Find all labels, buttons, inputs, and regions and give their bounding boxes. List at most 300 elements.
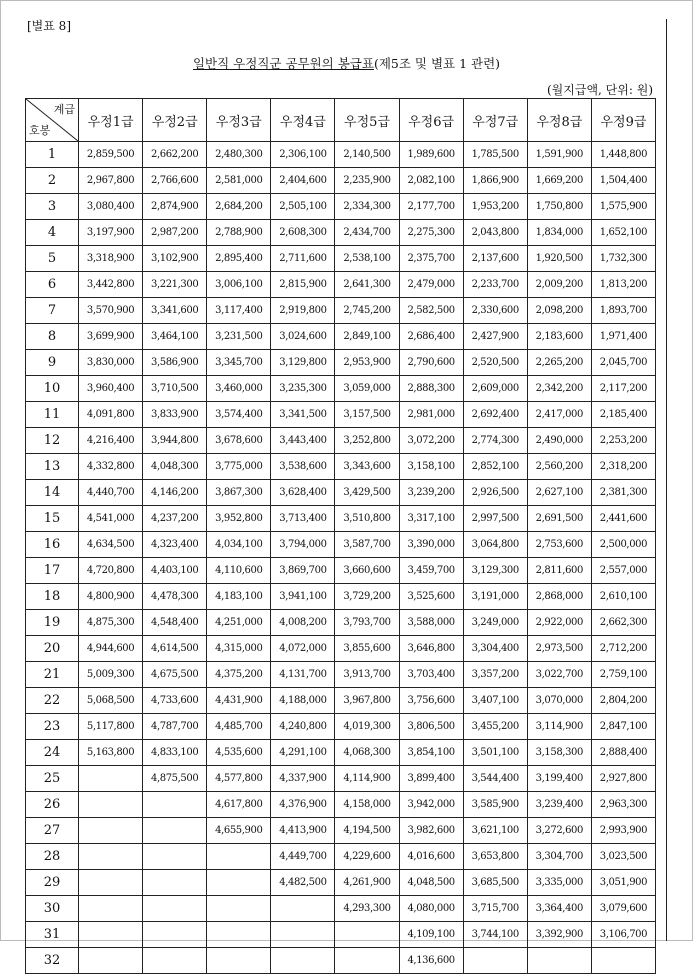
- step-cell: 13: [26, 454, 79, 480]
- step-cell: 1: [26, 142, 79, 168]
- salary-cell: 4,315,000: [207, 636, 271, 662]
- salary-cell: 2,926,500: [463, 480, 527, 506]
- salary-cell: 2,692,400: [463, 402, 527, 428]
- salary-cell: [207, 948, 271, 974]
- salary-cell: [79, 818, 143, 844]
- title-suffix: (제5조 및 별표 1 관련): [373, 56, 501, 71]
- table-row: [26, 662, 656, 688]
- salary-cell: 3,443,400: [271, 428, 335, 454]
- table-row: [26, 376, 656, 402]
- salary-cell: 1,953,200: [463, 194, 527, 220]
- salary-cell: 2,253,200: [591, 428, 655, 454]
- salary-cell: 2,404,600: [271, 168, 335, 194]
- salary-cell: 3,239,200: [399, 480, 463, 506]
- salary-cell: 3,570,900: [79, 298, 143, 324]
- salary-cell: [143, 948, 207, 974]
- salary-cell: 4,337,900: [271, 766, 335, 792]
- salary-cell: 3,729,200: [335, 584, 399, 610]
- step-cell: 16: [26, 532, 79, 558]
- salary-cell: 4,548,400: [143, 610, 207, 636]
- salary-cell: 2,662,200: [143, 142, 207, 168]
- step-cell: 6: [26, 272, 79, 298]
- salary-cell: 2,318,200: [591, 454, 655, 480]
- salary-cell: 4,291,100: [271, 740, 335, 766]
- salary-cell: 2,375,700: [399, 246, 463, 272]
- header-row: [26, 99, 656, 142]
- salary-cell: 4,875,300: [79, 610, 143, 636]
- salary-cell: [335, 922, 399, 948]
- table-row: [26, 532, 656, 558]
- salary-cell: 4,541,000: [79, 506, 143, 532]
- salary-cell: 2,927,800: [591, 766, 655, 792]
- salary-cell: 2,082,100: [399, 168, 463, 194]
- table-row: [26, 350, 656, 376]
- step-cell: 11: [26, 402, 79, 428]
- salary-cell: 1,591,900: [527, 142, 591, 168]
- salary-cell: 1,971,400: [591, 324, 655, 350]
- salary-cell: 3,867,300: [207, 480, 271, 506]
- salary-cell: 2,608,300: [271, 220, 335, 246]
- step-cell: 19: [26, 610, 79, 636]
- salary-cell: 3,685,500: [463, 870, 527, 896]
- salary-cell: 2,265,200: [527, 350, 591, 376]
- salary-cell: 4,237,200: [143, 506, 207, 532]
- salary-cell: 4,158,000: [335, 792, 399, 818]
- table-row: [26, 688, 656, 714]
- salary-cell: 4,535,600: [207, 740, 271, 766]
- salary-cell: 3,252,800: [335, 428, 399, 454]
- salary-cell: [79, 844, 143, 870]
- salary-cell: [143, 922, 207, 948]
- salary-cell: 4,048,300: [143, 454, 207, 480]
- salary-cell: 3,272,600: [527, 818, 591, 844]
- salary-cell: 2,973,500: [527, 636, 591, 662]
- salary-cell: 3,744,100: [463, 922, 527, 948]
- salary-cell: [79, 766, 143, 792]
- right-margin-line: [666, 19, 667, 941]
- salary-cell: 3,318,900: [79, 246, 143, 272]
- salary-cell: [463, 948, 527, 974]
- salary-cell: 4,482,500: [271, 870, 335, 896]
- salary-cell: 2,581,000: [207, 168, 271, 194]
- table-row: [26, 194, 656, 220]
- step-cell: 26: [26, 792, 79, 818]
- table-row: [26, 272, 656, 298]
- step-cell: 17: [26, 558, 79, 584]
- salary-cell: 3,157,500: [335, 402, 399, 428]
- salary-cell: 4,413,900: [271, 818, 335, 844]
- salary-cell: 1,920,500: [527, 246, 591, 272]
- salary-cell: 3,429,500: [335, 480, 399, 506]
- salary-cell: 2,641,300: [335, 272, 399, 298]
- step-cell: 21: [26, 662, 79, 688]
- step-cell: 2: [26, 168, 79, 194]
- salary-cell: 3,059,000: [335, 376, 399, 402]
- salary-cell: [271, 896, 335, 922]
- salary-cell: 2,766,600: [143, 168, 207, 194]
- salary-cell: 4,229,600: [335, 844, 399, 870]
- salary-cell: 2,500,000: [591, 532, 655, 558]
- salary-cell: 2,691,500: [527, 506, 591, 532]
- salary-cell: 2,538,100: [335, 246, 399, 272]
- salary-cell: 3,967,800: [335, 688, 399, 714]
- salary-cell: 4,131,700: [271, 662, 335, 688]
- salary-cell: 2,610,100: [591, 584, 655, 610]
- salary-cell: 3,191,000: [463, 584, 527, 610]
- salary-cell: 1,813,200: [591, 272, 655, 298]
- grade-header: 우정4급: [271, 99, 335, 142]
- step-cell: 20: [26, 636, 79, 662]
- salary-cell: 2,684,200: [207, 194, 271, 220]
- step-cell: 10: [26, 376, 79, 402]
- step-cell: 30: [26, 896, 79, 922]
- table-row: [26, 870, 656, 896]
- salary-cell: 3,574,400: [207, 402, 271, 428]
- salary-cell: 4,720,800: [79, 558, 143, 584]
- table-row: [26, 142, 656, 168]
- salary-cell: 1,893,700: [591, 298, 655, 324]
- salary-cell: [527, 948, 591, 974]
- salary-cell: 4,614,500: [143, 636, 207, 662]
- pay-table: [25, 98, 656, 974]
- salary-cell: 3,407,100: [463, 688, 527, 714]
- salary-cell: [79, 922, 143, 948]
- salary-cell: 3,806,500: [399, 714, 463, 740]
- table-row: [26, 168, 656, 194]
- salary-cell: 2,009,200: [527, 272, 591, 298]
- salary-cell: 4,261,900: [335, 870, 399, 896]
- step-cell: 24: [26, 740, 79, 766]
- salary-cell: 1,785,500: [463, 142, 527, 168]
- salary-cell: 2,434,700: [335, 220, 399, 246]
- salary-cell: 4,114,900: [335, 766, 399, 792]
- salary-cell: 3,106,700: [591, 922, 655, 948]
- salary-cell: 2,888,400: [591, 740, 655, 766]
- table-row: [26, 792, 656, 818]
- salary-cell: 2,774,300: [463, 428, 527, 454]
- salary-cell: 3,022,700: [527, 662, 591, 688]
- salary-cell: 2,185,400: [591, 402, 655, 428]
- table-row: [26, 584, 656, 610]
- grade-header: 우정6급: [399, 99, 463, 142]
- salary-cell: 4,109,100: [399, 922, 463, 948]
- salary-cell: 3,129,300: [463, 558, 527, 584]
- salary-cell: 2,306,100: [271, 142, 335, 168]
- salary-cell: 3,942,000: [399, 792, 463, 818]
- salary-cell: 2,745,200: [335, 298, 399, 324]
- document-title: [0, 54, 693, 72]
- table-row: [26, 298, 656, 324]
- salary-cell: 3,653,800: [463, 844, 527, 870]
- salary-cell: 2,480,300: [207, 142, 271, 168]
- salary-cell: 2,919,800: [271, 298, 335, 324]
- salary-cell: 4,431,900: [207, 688, 271, 714]
- step-cell: 25: [26, 766, 79, 792]
- salary-cell: 2,381,300: [591, 480, 655, 506]
- salary-cell: 2,117,200: [591, 376, 655, 402]
- salary-cell: 2,788,900: [207, 220, 271, 246]
- salary-cell: 3,944,800: [143, 428, 207, 454]
- salary-cell: 3,913,700: [335, 662, 399, 688]
- salary-cell: 2,627,100: [527, 480, 591, 506]
- salary-cell: 2,441,600: [591, 506, 655, 532]
- salary-cell: 2,711,600: [271, 246, 335, 272]
- salary-cell: 3,239,400: [527, 792, 591, 818]
- salary-cell: 1,989,600: [399, 142, 463, 168]
- salary-cell: 3,070,000: [527, 688, 591, 714]
- salary-cell: 1,448,800: [591, 142, 655, 168]
- salary-cell: 1,834,000: [527, 220, 591, 246]
- step-cell: 29: [26, 870, 79, 896]
- salary-cell: 3,952,800: [207, 506, 271, 532]
- table-row: [26, 506, 656, 532]
- salary-cell: 4,072,000: [271, 636, 335, 662]
- salary-cell: 2,043,800: [463, 220, 527, 246]
- salary-cell: 2,981,000: [399, 402, 463, 428]
- salary-cell: [79, 896, 143, 922]
- salary-cell: 2,849,100: [335, 324, 399, 350]
- salary-cell: 3,699,900: [79, 324, 143, 350]
- salary-cell: 2,140,500: [335, 142, 399, 168]
- salary-cell: [591, 948, 655, 974]
- step-cell: 4: [26, 220, 79, 246]
- salary-cell: 3,051,900: [591, 870, 655, 896]
- salary-cell: 2,560,200: [527, 454, 591, 480]
- table-row: [26, 428, 656, 454]
- salary-cell: 2,662,300: [591, 610, 655, 636]
- salary-cell: 2,582,500: [399, 298, 463, 324]
- salary-cell: 5,163,800: [79, 740, 143, 766]
- salary-cell: 3,357,200: [463, 662, 527, 688]
- salary-cell: 3,855,600: [335, 636, 399, 662]
- table-row: [26, 636, 656, 662]
- salary-cell: 4,240,800: [271, 714, 335, 740]
- salary-cell: 4,449,700: [271, 844, 335, 870]
- salary-cell: 2,505,100: [271, 194, 335, 220]
- salary-cell: 2,815,900: [271, 272, 335, 298]
- salary-cell: 3,341,500: [271, 402, 335, 428]
- grade-header: 우정7급: [463, 99, 527, 142]
- salary-cell: 4,675,500: [143, 662, 207, 688]
- step-cell: 27: [26, 818, 79, 844]
- salary-cell: 2,987,200: [143, 220, 207, 246]
- salary-cell: 4,188,000: [271, 688, 335, 714]
- step-cell: 12: [26, 428, 79, 454]
- salary-cell: 4,091,800: [79, 402, 143, 428]
- salary-cell: 4,478,300: [143, 584, 207, 610]
- salary-cell: [79, 870, 143, 896]
- salary-cell: 4,048,500: [399, 870, 463, 896]
- salary-cell: 3,710,500: [143, 376, 207, 402]
- step-cell: 9: [26, 350, 79, 376]
- salary-cell: 3,117,400: [207, 298, 271, 324]
- salary-cell: 3,586,900: [143, 350, 207, 376]
- salary-cell: 4,332,800: [79, 454, 143, 480]
- salary-cell: [143, 818, 207, 844]
- salary-cell: 2,967,800: [79, 168, 143, 194]
- salary-cell: 3,899,400: [399, 766, 463, 792]
- table-row: [26, 324, 656, 350]
- salary-cell: 3,114,900: [527, 714, 591, 740]
- salary-cell: 4,655,900: [207, 818, 271, 844]
- salary-cell: 3,793,700: [335, 610, 399, 636]
- salary-cell: 3,341,600: [143, 298, 207, 324]
- salary-cell: 2,993,900: [591, 818, 655, 844]
- salary-cell: 3,158,100: [399, 454, 463, 480]
- salary-cell: 4,833,100: [143, 740, 207, 766]
- grade-header: 우정5급: [335, 99, 399, 142]
- salary-cell: 3,794,000: [271, 532, 335, 558]
- salary-cell: [271, 922, 335, 948]
- table-row: [26, 246, 656, 272]
- salary-cell: 2,859,500: [79, 142, 143, 168]
- table-row: [26, 896, 656, 922]
- salary-cell: 3,231,500: [207, 324, 271, 350]
- salary-cell: 3,869,700: [271, 558, 335, 584]
- step-cell: 31: [26, 922, 79, 948]
- salary-cell: 4,875,500: [143, 766, 207, 792]
- salary-cell: 1,750,800: [527, 194, 591, 220]
- salary-cell: 2,895,400: [207, 246, 271, 272]
- step-cell: 23: [26, 714, 79, 740]
- salary-cell: 3,335,000: [527, 870, 591, 896]
- table-row: [26, 948, 656, 974]
- salary-cell: 3,006,100: [207, 272, 271, 298]
- salary-cell: 2,609,000: [463, 376, 527, 402]
- salary-cell: 2,811,600: [527, 558, 591, 584]
- grade-header: 우정3급: [207, 99, 271, 142]
- step-cell: 14: [26, 480, 79, 506]
- salary-cell: 4,016,600: [399, 844, 463, 870]
- salary-cell: 2,790,600: [399, 350, 463, 376]
- salary-cell: 5,068,500: [79, 688, 143, 714]
- salary-cell: [143, 844, 207, 870]
- salary-cell: 3,464,100: [143, 324, 207, 350]
- table-row: [26, 740, 656, 766]
- step-cell: 22: [26, 688, 79, 714]
- salary-cell: [207, 844, 271, 870]
- salary-cell: 3,197,900: [79, 220, 143, 246]
- pay-table-body: [26, 142, 656, 974]
- salary-cell: 3,501,100: [463, 740, 527, 766]
- salary-cell: 3,199,400: [527, 766, 591, 792]
- step-cell: 15: [26, 506, 79, 532]
- salary-cell: 4,080,000: [399, 896, 463, 922]
- salary-cell: 2,804,200: [591, 688, 655, 714]
- salary-cell: 1,652,100: [591, 220, 655, 246]
- salary-cell: 4,323,400: [143, 532, 207, 558]
- grade-header: 우정9급: [591, 99, 655, 142]
- salary-cell: 2,479,000: [399, 272, 463, 298]
- salary-cell: 4,019,300: [335, 714, 399, 740]
- step-cell: 5: [26, 246, 79, 272]
- salary-cell: 3,442,800: [79, 272, 143, 298]
- salary-cell: 3,345,700: [207, 350, 271, 376]
- salary-cell: 2,137,600: [463, 246, 527, 272]
- salary-cell: 2,330,600: [463, 298, 527, 324]
- salary-cell: 4,733,600: [143, 688, 207, 714]
- salary-cell: 2,427,900: [463, 324, 527, 350]
- salary-cell: 2,045,700: [591, 350, 655, 376]
- salary-cell: 4,376,900: [271, 792, 335, 818]
- salary-cell: 3,064,800: [463, 532, 527, 558]
- salary-cell: [335, 948, 399, 974]
- step-cell: 7: [26, 298, 79, 324]
- salary-cell: 2,557,000: [591, 558, 655, 584]
- salary-cell: [271, 948, 335, 974]
- salary-cell: 4,944,600: [79, 636, 143, 662]
- salary-cell: 5,009,300: [79, 662, 143, 688]
- step-cell: 32: [26, 948, 79, 974]
- salary-cell: 3,129,800: [271, 350, 335, 376]
- salary-cell: 2,233,700: [463, 272, 527, 298]
- salary-cell: 3,703,400: [399, 662, 463, 688]
- salary-cell: 3,080,400: [79, 194, 143, 220]
- salary-cell: 3,158,300: [527, 740, 591, 766]
- salary-cell: 3,660,600: [335, 558, 399, 584]
- salary-cell: 2,490,000: [527, 428, 591, 454]
- salary-cell: 3,455,200: [463, 714, 527, 740]
- salary-cell: 4,634,500: [79, 532, 143, 558]
- salary-cell: 3,621,100: [463, 818, 527, 844]
- salary-cell: 2,342,200: [527, 376, 591, 402]
- salary-cell: [143, 896, 207, 922]
- salary-cell: 3,830,000: [79, 350, 143, 376]
- grade-header: 우정2급: [143, 99, 207, 142]
- salary-cell: 3,235,300: [271, 376, 335, 402]
- salary-cell: 3,713,400: [271, 506, 335, 532]
- salary-cell: 2,874,900: [143, 194, 207, 220]
- salary-cell: [207, 922, 271, 948]
- grade-header: 우정8급: [527, 99, 591, 142]
- salary-cell: 2,953,900: [335, 350, 399, 376]
- salary-cell: 3,249,000: [463, 610, 527, 636]
- salary-cell: 4,485,700: [207, 714, 271, 740]
- title-main: 일반직 우정직군 공무원의 봉급표: [192, 56, 374, 71]
- salary-cell: 1,504,400: [591, 168, 655, 194]
- salary-cell: 3,221,300: [143, 272, 207, 298]
- corner-grade-label: 계급: [53, 103, 75, 116]
- salary-cell: 3,833,900: [143, 402, 207, 428]
- table-row: [26, 220, 656, 246]
- salary-cell: 3,024,600: [271, 324, 335, 350]
- salary-cell: [143, 870, 207, 896]
- salary-cell: 2,334,300: [335, 194, 399, 220]
- table-row: [26, 922, 656, 948]
- salary-cell: 2,183,600: [527, 324, 591, 350]
- salary-cell: 1,575,900: [591, 194, 655, 220]
- salary-cell: 3,304,400: [463, 636, 527, 662]
- salary-cell: 2,922,000: [527, 610, 591, 636]
- step-cell: 3: [26, 194, 79, 220]
- salary-cell: 4,034,100: [207, 532, 271, 558]
- salary-cell: 3,392,900: [527, 922, 591, 948]
- salary-cell: 4,293,300: [335, 896, 399, 922]
- salary-cell: 3,982,600: [399, 818, 463, 844]
- salary-cell: 3,544,400: [463, 766, 527, 792]
- salary-cell: 2,847,100: [591, 714, 655, 740]
- salary-cell: 4,251,000: [207, 610, 271, 636]
- corner-header-cell: [26, 99, 79, 142]
- salary-cell: 3,459,700: [399, 558, 463, 584]
- salary-cell: 2,888,300: [399, 376, 463, 402]
- salary-cell: 3,023,500: [591, 844, 655, 870]
- salary-cell: 4,440,700: [79, 480, 143, 506]
- salary-cell: 2,997,500: [463, 506, 527, 532]
- salary-cell: 4,375,200: [207, 662, 271, 688]
- salary-cell: 3,343,600: [335, 454, 399, 480]
- salary-cell: 2,753,600: [527, 532, 591, 558]
